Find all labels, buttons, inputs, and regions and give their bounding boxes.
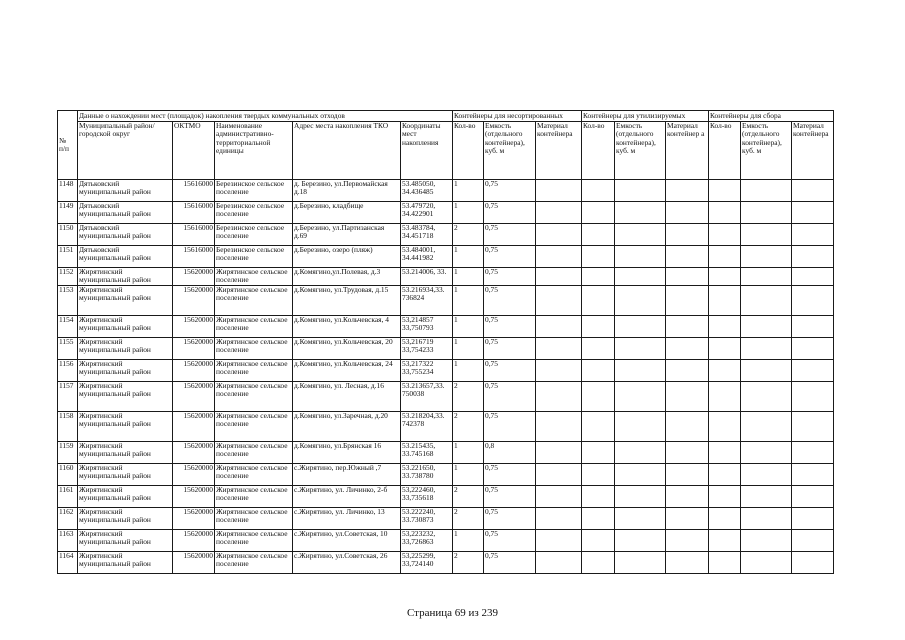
address-cell: с.Жирятино, ул.Советская, 26: [293, 552, 401, 574]
coords-cell: 53,216719 33,754233: [401, 338, 453, 360]
district-cell: Жирятинский муниципальный район: [78, 486, 173, 508]
material2-cell: [666, 508, 709, 530]
volume-cell: 0,8: [484, 442, 536, 464]
volume2-cell: [615, 286, 666, 316]
material3-cell: [792, 246, 834, 268]
volume2-cell: [615, 360, 666, 382]
row-number: 1150: [58, 224, 78, 246]
count3-cell: [709, 412, 741, 442]
count-cell: 1: [453, 268, 484, 286]
count2-cell: [582, 530, 615, 552]
volume-cell: 0,75: [484, 268, 536, 286]
material-cell: [536, 268, 582, 286]
material-cell: [536, 486, 582, 508]
table-row: [58, 442, 834, 464]
volume2-cell: [615, 442, 666, 464]
material-cell: [536, 286, 582, 316]
oktmo-cell: 15620000: [173, 360, 215, 382]
row-number: 1159: [58, 442, 78, 464]
volume3-cell: [741, 464, 792, 486]
volume-cell: 0,75: [484, 412, 536, 442]
oktmo-cell: 15620000: [173, 316, 215, 338]
volume2-cell: [615, 508, 666, 530]
material2-cell: [666, 202, 709, 224]
address-cell: д.Комягино, ул.Кольчевская, 20: [293, 338, 401, 360]
count3-cell: [709, 486, 741, 508]
material-cell: [536, 508, 582, 530]
material2-cell: [666, 442, 709, 464]
count2-cell: [582, 316, 615, 338]
volume3-cell: [741, 360, 792, 382]
material2-cell: [666, 382, 709, 412]
table-row: [58, 508, 834, 530]
district-cell: Жирятинский муниципальный район: [78, 552, 173, 574]
material3-cell: [792, 286, 834, 316]
coords-cell: 53.483784, 34.451718: [401, 224, 453, 246]
count2-cell: [582, 246, 615, 268]
material2-cell: [666, 224, 709, 246]
address-cell: д. Березино, ул.Первомайская д.18: [293, 180, 401, 202]
table-row: [58, 246, 834, 268]
address-cell: д.Комягино, ул. Лесная, д.16: [293, 382, 401, 412]
volume3-cell: [741, 316, 792, 338]
admin-unit-cell: Жирятинское сельское поселение: [215, 464, 293, 486]
count3-cell: [709, 508, 741, 530]
volume3-cell: [741, 202, 792, 224]
count2-cell: [582, 412, 615, 442]
count3-cell: [709, 246, 741, 268]
volume2-cell: [615, 382, 666, 412]
oktmo-cell: 15620000: [173, 486, 215, 508]
material3-cell: [792, 338, 834, 360]
volume3-cell: [741, 530, 792, 552]
table-column-header-row: [58, 122, 834, 180]
district-cell: Дятьковский муниципальный район: [78, 180, 173, 202]
coords-cell: 53.214006, 33.: [401, 268, 453, 286]
oktmo-cell: 15620000: [173, 286, 215, 316]
oktmo-cell: 15620000: [173, 530, 215, 552]
count2-cell: [582, 180, 615, 202]
admin-unit-cell: Жирятинское сельское поселение: [215, 268, 293, 286]
admin-unit-cell: Березинское сельское поселение: [215, 246, 293, 268]
table-row: [58, 464, 834, 486]
admin-unit-cell: Жирятинское сельское поселение: [215, 412, 293, 442]
header-group-location: Данные о нахождении мест (площадок) накопления твердых коммунальных отходов: [78, 111, 453, 122]
coords-cell: 53.213657,33. 750038: [401, 382, 453, 412]
row-number: 1148: [58, 180, 78, 202]
volume2-cell: [615, 530, 666, 552]
coords-cell: 53.218204,33. 742378: [401, 412, 453, 442]
volume3-cell: [741, 552, 792, 574]
count-cell: 2: [453, 412, 484, 442]
row-number: 1153: [58, 286, 78, 316]
address-cell: с.Жирятино, ул. Личинко, 2-б: [293, 486, 401, 508]
admin-unit-cell: Жирятинское сельское поселение: [215, 286, 293, 316]
volume2-cell: [615, 486, 666, 508]
count2-cell: [582, 442, 615, 464]
material-cell: [536, 224, 582, 246]
material-cell: [536, 412, 582, 442]
district-cell: Жирятинский муниципальный район: [78, 338, 173, 360]
header-address: Адрес места накопления ТКО: [293, 122, 401, 180]
district-cell: Жирятинский муниципальный район: [78, 360, 173, 382]
row-number: 1164: [58, 552, 78, 574]
material3-cell: [792, 268, 834, 286]
material2-cell: [666, 268, 709, 286]
count3-cell: [709, 530, 741, 552]
district-cell: Жирятинский муниципальный район: [78, 268, 173, 286]
table-row: [58, 268, 834, 286]
material-cell: [536, 338, 582, 360]
oktmo-cell: 15620000: [173, 508, 215, 530]
material3-cell: [792, 360, 834, 382]
oktmo-cell: 15620000: [173, 464, 215, 486]
district-cell: Жирятинский муниципальный район: [78, 508, 173, 530]
admin-unit-cell: Березинское сельское поселение: [215, 180, 293, 202]
volume2-cell: [615, 552, 666, 574]
count-cell: 1: [453, 464, 484, 486]
oktmo-cell: 15620000: [173, 338, 215, 360]
coords-cell: 53,222460, 33,735618: [401, 486, 453, 508]
address-cell: с.Жирятино, пер.Южный ,7: [293, 464, 401, 486]
count3-cell: [709, 360, 741, 382]
header-material-unsorted: Материал контейнера: [536, 122, 582, 180]
coords-cell: 53,225299, 33,724140: [401, 552, 453, 574]
admin-unit-cell: Жирятинское сельское поселение: [215, 382, 293, 412]
admin-unit-cell: Жирятинское сельское поселение: [215, 486, 293, 508]
material-cell: [536, 180, 582, 202]
oktmo-cell: 15620000: [173, 382, 215, 412]
volume-cell: 0,75: [484, 552, 536, 574]
waste-sites-table: [57, 110, 834, 574]
volume2-cell: [615, 202, 666, 224]
count2-cell: [582, 360, 615, 382]
material-cell: [536, 530, 582, 552]
volume3-cell: [741, 286, 792, 316]
table-body: [58, 180, 834, 574]
oktmo-cell: 15616000: [173, 180, 215, 202]
row-number: 1152: [58, 268, 78, 286]
row-number: 1162: [58, 508, 78, 530]
material3-cell: [792, 202, 834, 224]
row-number: 1158: [58, 412, 78, 442]
material3-cell: [792, 316, 834, 338]
count-cell: 2: [453, 224, 484, 246]
table-row: [58, 530, 834, 552]
count2-cell: [582, 464, 615, 486]
material3-cell: [792, 486, 834, 508]
volume-cell: 0,75: [484, 530, 536, 552]
material2-cell: [666, 464, 709, 486]
header-count-unsorted: Кол-во: [453, 122, 484, 180]
material-cell: [536, 382, 582, 412]
volume-cell: 0,75: [484, 224, 536, 246]
district-cell: Жирятинский муниципальный район: [78, 382, 173, 412]
count-cell: 1: [453, 338, 484, 360]
oktmo-cell: 15620000: [173, 552, 215, 574]
count-cell: 1: [453, 316, 484, 338]
coords-cell: 53.485050, 34.436485: [401, 180, 453, 202]
table-group-header-row: [58, 111, 834, 122]
admin-unit-cell: Жирятинское сельское поселение: [215, 552, 293, 574]
volume-cell: 0,75: [484, 382, 536, 412]
header-volume-unsorted: Емкость (отдельного контейнера), куб. м: [484, 122, 536, 180]
material-cell: [536, 464, 582, 486]
material3-cell: [792, 508, 834, 530]
volume-cell: 0,75: [484, 464, 536, 486]
volume2-cell: [615, 316, 666, 338]
address-cell: д.Березино, ул.Партизанская д.69: [293, 224, 401, 246]
count3-cell: [709, 316, 741, 338]
district-cell: Жирятинский муниципальный район: [78, 464, 173, 486]
count2-cell: [582, 486, 615, 508]
volume2-cell: [615, 338, 666, 360]
volume2-cell: [615, 412, 666, 442]
count2-cell: [582, 552, 615, 574]
count2-cell: [582, 286, 615, 316]
count3-cell: [709, 552, 741, 574]
header-admin-unit: Наименование административно-территориальной единицы: [215, 122, 293, 180]
address-cell: с.Жирятино, ул. Личинко, 13: [293, 508, 401, 530]
volume3-cell: [741, 442, 792, 464]
count2-cell: [582, 338, 615, 360]
row-number: 1160: [58, 464, 78, 486]
address-cell: д.Комягино, ул.Кольчевская, 24: [293, 360, 401, 382]
admin-unit-cell: Жирятинское сельское поселение: [215, 442, 293, 464]
coords-cell: 53.215435, 33.745168: [401, 442, 453, 464]
oktmo-cell: 15616000: [173, 202, 215, 224]
material-cell: [536, 442, 582, 464]
oktmo-cell: 15620000: [173, 268, 215, 286]
volume3-cell: [741, 268, 792, 286]
header-material-recycle: Материал контейнер а: [666, 122, 709, 180]
material-cell: [536, 202, 582, 224]
material2-cell: [666, 530, 709, 552]
volume-cell: 0,75: [484, 246, 536, 268]
admin-unit-cell: Жирятинское сельское поселение: [215, 360, 293, 382]
count-cell: 1: [453, 202, 484, 224]
table-row: [58, 224, 834, 246]
address-cell: д.Березино, озеро (пляж): [293, 246, 401, 268]
address-cell: д.Комягино, ул.Заречная, д.20: [293, 412, 401, 442]
coords-cell: 53,214857 33,750793: [401, 316, 453, 338]
count-cell: 1: [453, 530, 484, 552]
oktmo-cell: 15616000: [173, 224, 215, 246]
material2-cell: [666, 486, 709, 508]
material2-cell: [666, 180, 709, 202]
volume3-cell: [741, 412, 792, 442]
district-cell: Жирятинский муниципальный район: [78, 316, 173, 338]
oktmo-cell: 15616000: [173, 246, 215, 268]
table-row: [58, 486, 834, 508]
header-count-recycle: Кол-во: [582, 122, 615, 180]
count2-cell: [582, 202, 615, 224]
row-number: 1151: [58, 246, 78, 268]
row-number: 1163: [58, 530, 78, 552]
volume3-cell: [741, 338, 792, 360]
count3-cell: [709, 202, 741, 224]
district-cell: Дятьковский муниципальный район: [78, 246, 173, 268]
material3-cell: [792, 382, 834, 412]
count3-cell: [709, 180, 741, 202]
admin-unit-cell: Жирятинское сельское поселение: [215, 338, 293, 360]
coords-cell: 53.222240, 33.730873: [401, 508, 453, 530]
header-no: № п/п: [58, 111, 78, 180]
volume2-cell: [615, 224, 666, 246]
count2-cell: [582, 508, 615, 530]
coords-cell: 53.484001, 34.441982: [401, 246, 453, 268]
row-number: 1154: [58, 316, 78, 338]
row-number: 1161: [58, 486, 78, 508]
material2-cell: [666, 246, 709, 268]
material-cell: [536, 246, 582, 268]
count-cell: 2: [453, 486, 484, 508]
count-cell: 1: [453, 246, 484, 268]
count-cell: 1: [453, 286, 484, 316]
volume3-cell: [741, 382, 792, 412]
header-count-collect: Кол-во: [709, 122, 741, 180]
row-number: 1156: [58, 360, 78, 382]
header-material-collect: Материал контейнера: [792, 122, 834, 180]
count2-cell: [582, 268, 615, 286]
header-group-unsorted: Контейнеры для несортированных: [453, 111, 582, 122]
material2-cell: [666, 316, 709, 338]
volume3-cell: [741, 224, 792, 246]
volume3-cell: [741, 246, 792, 268]
header-group-collect: Контейнеры для сбора: [709, 111, 834, 122]
volume-cell: 0,75: [484, 286, 536, 316]
coords-cell: 53,223232, 33,726863: [401, 530, 453, 552]
volume-cell: 0,75: [484, 338, 536, 360]
material3-cell: [792, 412, 834, 442]
count3-cell: [709, 382, 741, 412]
header-volume-collect: Емкость (отдельного контейнера), куб. м: [741, 122, 792, 180]
coords-cell: 53.216934,33. 736824: [401, 286, 453, 316]
district-cell: Жирятинский муниципальный район: [78, 286, 173, 316]
district-cell: Дятьковский муниципальный район: [78, 202, 173, 224]
count3-cell: [709, 286, 741, 316]
table-row: [58, 286, 834, 316]
district-cell: Жирятинский муниципальный район: [78, 530, 173, 552]
material3-cell: [792, 552, 834, 574]
admin-unit-cell: Жирятинское сельское поселение: [215, 316, 293, 338]
material-cell: [536, 360, 582, 382]
volume3-cell: [741, 508, 792, 530]
material3-cell: [792, 224, 834, 246]
row-number: 1149: [58, 202, 78, 224]
oktmo-cell: 15620000: [173, 412, 215, 442]
table-row: [58, 360, 834, 382]
volume2-cell: [615, 246, 666, 268]
count-cell: 2: [453, 508, 484, 530]
admin-unit-cell: Березинское сельское поселение: [215, 224, 293, 246]
page-number: Страница 69 из 239: [406, 607, 499, 619]
count-cell: 1: [453, 180, 484, 202]
volume-cell: 0,75: [484, 316, 536, 338]
row-number: 1157: [58, 382, 78, 412]
count3-cell: [709, 338, 741, 360]
address-cell: д.Березино, кладбище: [293, 202, 401, 224]
material2-cell: [666, 286, 709, 316]
coords-cell: 53.479720, 34.422901: [401, 202, 453, 224]
table-row: [58, 202, 834, 224]
count3-cell: [709, 268, 741, 286]
count3-cell: [709, 442, 741, 464]
material2-cell: [666, 412, 709, 442]
coords-cell: 53.221650, 33.738780: [401, 464, 453, 486]
volume-cell: 0,75: [484, 508, 536, 530]
address-cell: д.Комягино, ул.Брянская 16: [293, 442, 401, 464]
volume-cell: 0,75: [484, 486, 536, 508]
volume-cell: 0,75: [484, 202, 536, 224]
table-row: [58, 180, 834, 202]
district-cell: Жирятинский муниципальный район: [78, 442, 173, 464]
count-cell: 2: [453, 552, 484, 574]
count-cell: 1: [453, 442, 484, 464]
address-cell: д.Комягино, ул.Трудовая, д.15: [293, 286, 401, 316]
header-district: Муниципальный район/городской округ: [78, 122, 173, 180]
material3-cell: [792, 464, 834, 486]
admin-unit-cell: Березинское сельское поселение: [215, 202, 293, 224]
volume2-cell: [615, 464, 666, 486]
count2-cell: [582, 382, 615, 412]
volume3-cell: [741, 180, 792, 202]
table-row: [58, 552, 834, 574]
material2-cell: [666, 338, 709, 360]
material2-cell: [666, 360, 709, 382]
table-row: [58, 338, 834, 360]
district-cell: Дятьковский муниципальный район: [78, 224, 173, 246]
district-cell: Жирятинский муниципальный район: [78, 412, 173, 442]
volume3-cell: [741, 486, 792, 508]
admin-unit-cell: Жирятинское сельское поселение: [215, 508, 293, 530]
row-number: 1155: [58, 338, 78, 360]
admin-unit-cell: Жирятинское сельское поселение: [215, 530, 293, 552]
oktmo-cell: 15620000: [173, 442, 215, 464]
volume-cell: 0,75: [484, 180, 536, 202]
header-coords: Координаты мест накопления: [401, 122, 453, 180]
volume2-cell: [615, 180, 666, 202]
count2-cell: [582, 224, 615, 246]
count-cell: 2: [453, 382, 484, 412]
header-volume-recycle: Емкость (отдельного контейнера), куб. м: [615, 122, 666, 180]
coords-cell: 53,217322 33,755234: [401, 360, 453, 382]
material3-cell: [792, 180, 834, 202]
material2-cell: [666, 552, 709, 574]
material-cell: [536, 552, 582, 574]
volume2-cell: [615, 268, 666, 286]
address-cell: с.Жирятино, ул.Советская, 10: [293, 530, 401, 552]
count3-cell: [709, 464, 741, 486]
table-row: [58, 412, 834, 442]
header-oktmo: ОКТМО: [173, 122, 215, 180]
volume-cell: 0,75: [484, 360, 536, 382]
material-cell: [536, 316, 582, 338]
count3-cell: [709, 224, 741, 246]
header-group-recycle: Контейнеры для утилизируемых: [582, 111, 709, 122]
material3-cell: [792, 442, 834, 464]
table-row: [58, 316, 834, 338]
material3-cell: [792, 530, 834, 552]
address-cell: д.Комягино,ул.Полевая, д.3: [293, 268, 401, 286]
count-cell: 1: [453, 360, 484, 382]
address-cell: д.Комягино, ул.Кольчевская, 4: [293, 316, 401, 338]
table-row: [58, 382, 834, 412]
